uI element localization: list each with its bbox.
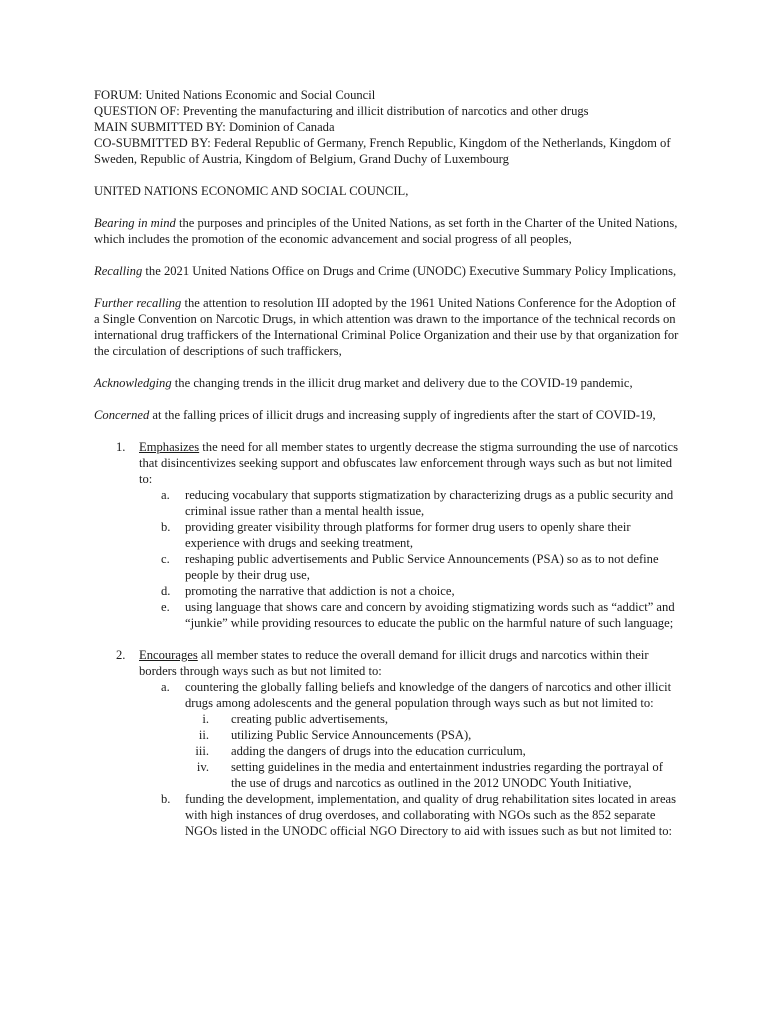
question-value: Preventing the manufacturing and illicit distribution of narcotics and other drugs xyxy=(182,104,589,118)
sub-sub-clause-label: i. xyxy=(202,712,209,726)
sub-sub-clause-text: adding the dangers of drugs into the education curriculum, xyxy=(231,744,526,758)
co-submitters-line xyxy=(94,135,679,167)
sub-sub-clause-label: iv. xyxy=(196,760,209,774)
sub-sub-clause-text: utilizing Public Service Announcements (PSA), xyxy=(231,728,472,742)
sub-clause-label: a. xyxy=(161,488,170,502)
preambulatory-phrase: Acknowledging xyxy=(94,376,172,390)
sub-sub-clause xyxy=(185,743,679,759)
document-page xyxy=(94,87,679,839)
operative-number: 1. xyxy=(116,440,126,454)
operative-phrase: Encourages xyxy=(139,648,198,662)
operative-text: all member states to reduce the overall demand for illicit drugs and narcotics within their borders through ways such as but not limited to: xyxy=(139,648,649,678)
question-label: QUESTION OF: xyxy=(94,104,180,118)
sub-clause-text: countering the globally falling beliefs and knowledge of the dangers of narcotics and other illicit drugs among adolescents and the general population through ways such as but not limited to: xyxy=(185,680,672,710)
forum-line xyxy=(94,87,679,103)
sub-sub-clause-text: creating public advertisements, xyxy=(231,712,389,726)
preambulatory-clause xyxy=(94,407,679,423)
main-submitter-value: Dominion of Canada xyxy=(228,120,335,134)
sub-sub-clause xyxy=(185,727,679,743)
sub-clause xyxy=(139,551,679,583)
preambulatory-clause xyxy=(94,295,679,359)
sub-clause-list xyxy=(139,487,679,631)
sub-clause-text: promoting the narrative that addiction is not a choice, xyxy=(185,584,455,598)
sub-clause-label: b. xyxy=(161,792,171,806)
preambulatory-phrase: Recalling xyxy=(94,264,143,278)
sub-sub-clause xyxy=(185,711,679,727)
operative-clause-1 xyxy=(94,439,679,631)
sub-clause xyxy=(139,791,679,839)
preambulatory-text: the changing trends in the illicit drug market and delivery due to the COVID-19 pandemic, xyxy=(171,376,633,390)
preambulatory-text: at the falling prices of illicit drugs and increasing supply of ingredients after the start of COVID-19, xyxy=(149,408,656,422)
sub-clause-label: d. xyxy=(161,584,171,598)
sub-clause-text: using language that shows care and concern by avoiding stigmatizing words such as “addict” and “junkie” while providing resources to educate the public on the harmful nature of such language; xyxy=(185,600,675,630)
preambulatory-text: the attention to resolution III adopted by the 1961 United Nations Conference for the Adoption of a Single Convention on Narcotic Drugs, in which attention was drawn to the importance of the technical records on international drug traffickers of the International Criminal Police Organization and their use by that organization for the circulation of descriptions of such traffickers, xyxy=(94,296,679,358)
co-submitters-label: CO-SUBMITTED BY: xyxy=(94,136,211,150)
operative-text: the need for all member states to urgently decrease the stigma surrounding the use of narcotics that disincentivizes seeking support and obfuscates law enforcement through ways such as but not limited to: xyxy=(139,440,679,486)
sub-clause-label: c. xyxy=(161,552,170,566)
preambulatory-clause xyxy=(94,215,679,247)
main-submitter-line xyxy=(94,119,679,135)
co-submitters-value: Federal Republic of Germany, French Republic, Kingdom of the Netherlands, Kingdom of Sweden, Republic of Austria, Kingdom of Belgium, Grand Duchy of Luxembourg xyxy=(94,136,671,166)
main-submitter-label: MAIN SUBMITTED BY: xyxy=(94,120,226,134)
question-line xyxy=(94,103,679,119)
sub-clause-list xyxy=(139,679,679,839)
sub-clause xyxy=(139,679,679,791)
preambulatory-phrase: Further recalling xyxy=(94,296,182,310)
sub-clause-text: reducing vocabulary that supports stigmatization by characterizing drugs as a public security and criminal issue rather than a mental health issue, xyxy=(185,488,674,518)
sub-sub-clause-list xyxy=(185,711,679,791)
forum-label: FORUM: xyxy=(94,88,143,102)
operative-clause-2 xyxy=(94,647,679,839)
sub-sub-clause-label: iii. xyxy=(195,744,209,758)
sub-clause xyxy=(139,583,679,599)
sub-clause-label: e. xyxy=(161,600,170,614)
sub-clause-label: b. xyxy=(161,520,171,534)
operative-number: 2. xyxy=(116,648,126,662)
preambulatory-text: the 2021 United Nations Office on Drugs and Crime (UNODC) Executive Summary Policy Implications, xyxy=(142,264,677,278)
sub-clause xyxy=(139,487,679,519)
sub-sub-clause-label: ii. xyxy=(198,728,209,742)
body-title: UNITED NATIONS ECONOMIC AND SOCIAL COUNCIL, xyxy=(94,184,409,198)
operative-phrase: Emphasizes xyxy=(139,440,200,454)
sub-clause-label: a. xyxy=(161,680,170,694)
sub-sub-clause xyxy=(185,759,679,791)
sub-clause xyxy=(139,599,679,631)
sub-clause-text: funding the development, implementation, and quality of drug rehabilitation sites located in areas with high instances of drug overdoses, and collaborating with NGOs such as the 852 separate NGOs listed in the UNODC official NGO Directory to aid with issues such as but not limited to: xyxy=(185,792,677,838)
preambulatory-phrase: Concerned xyxy=(94,408,150,422)
sub-clause-text: reshaping public advertisements and Public Service Announcements (PSA) so as to not define people by their drug use, xyxy=(185,552,659,582)
preambulatory-text: the purposes and principles of the United Nations, as set forth in the Charter of the United Nations, which includes the promotion of the economic advancement and social progress of all peoples, xyxy=(94,216,678,246)
preambulatory-phrase: Bearing in mind xyxy=(94,216,176,230)
preambulatory-clause xyxy=(94,263,679,279)
sub-sub-clause-text: setting guidelines in the media and entertainment industries regarding the portrayal of the use of drugs and narcotics as outlined in the 2012 UNODC Youth Initiative, xyxy=(231,760,663,790)
sub-clause xyxy=(139,519,679,551)
sub-clause-text: providing greater visibility through platforms for former drug users to openly share their experience with drugs and seeking treatment, xyxy=(185,520,631,550)
forum-value: United Nations Economic and Social Council xyxy=(145,88,376,102)
preambulatory-clause xyxy=(94,375,679,391)
